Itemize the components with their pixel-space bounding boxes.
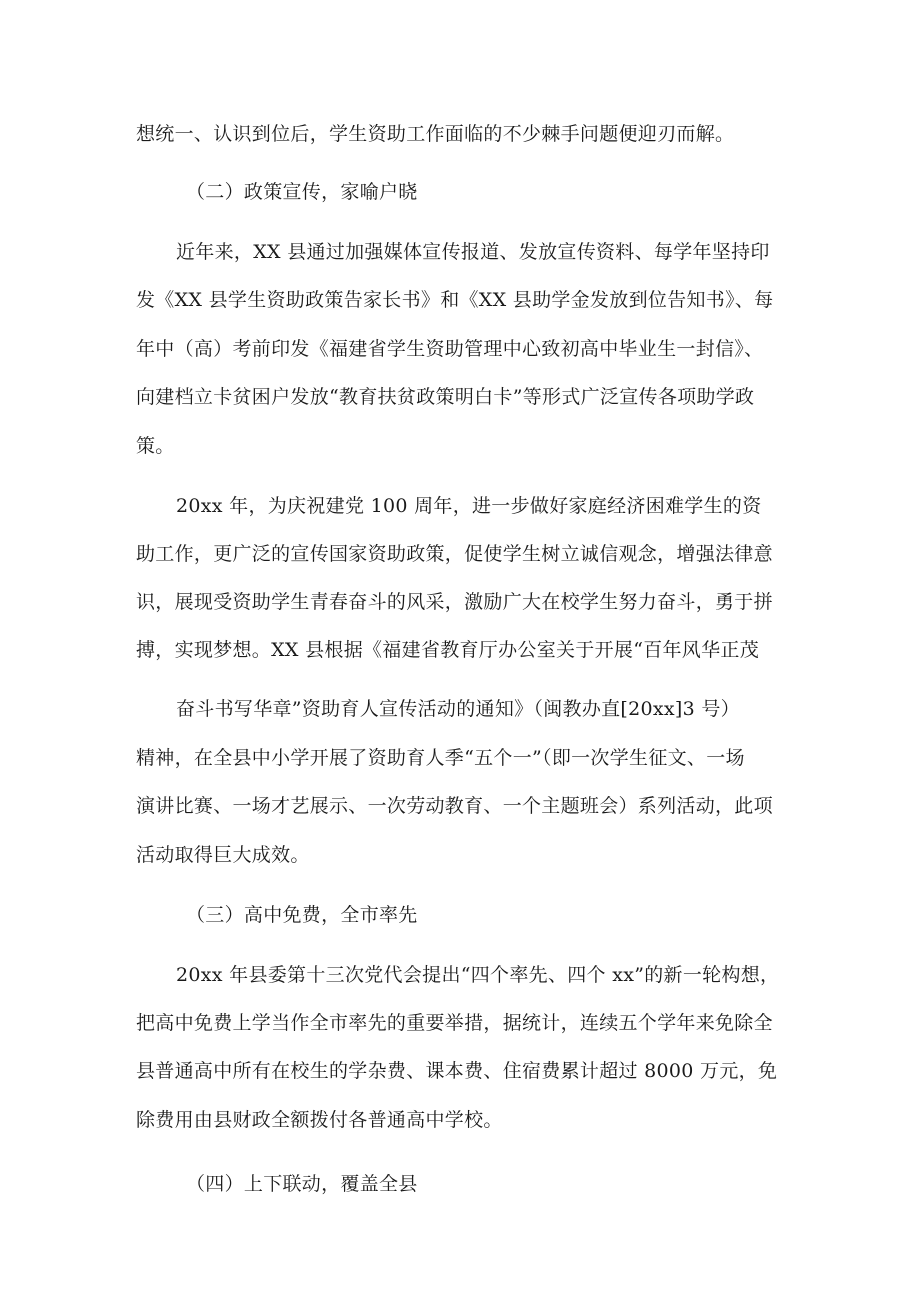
paragraph-line: 想统一、认识到位后，学生资助工作面临的不少棘手问题便迎刃而解。 [136, 123, 735, 145]
paragraph-line: 活动取得巨大成效。 [136, 844, 310, 866]
paragraph-line: 识，展现受资助学生青春奋斗的风采，激励广大在校学生努力奋斗，勇于拼 [136, 591, 773, 613]
paragraph-line: 除费用由县财政全额拨付各普通高中学校。 [136, 1109, 503, 1131]
paragraph-line: 奋斗书写华章”资助育人宣传活动的通知》（闽教办直[20xx]3 号） [176, 698, 740, 720]
paragraph-line: 发《XX 县学生资助政策告家长书》和《XX 县助学金发放到位告知书》、每 [136, 289, 774, 311]
paragraph-line: 精神，在全县中小学开展了资助育人季“五个一”（即一次学生征文、一场 [136, 747, 745, 769]
paragraph-line: 县普通高中所有在校生的学杂费、课本费、住宿费累计超过 8000 万元，免 [136, 1060, 778, 1082]
paragraph-line: 助工作，更广泛的宣传国家资助政策，促使学生树立诚信观念，增强法律意 [136, 543, 773, 565]
paragraph-line: 演讲比赛、一场才艺展示、一次劳动教育、一个主题班会）系列活动，此项 [136, 795, 773, 817]
paragraph-line: 搏，实现梦想。XX 县根据《福建省教育厅办公室关于开展“百年风华正茂 [136, 639, 760, 661]
section-heading-4: （四）上下联动，覆盖全县 [186, 1173, 418, 1195]
paragraph-line: 把高中免费上学当作全市率先的重要举措，据统计，连续五个学年来免除全 [136, 1012, 773, 1034]
paragraph-line: 近年来，XX 县通过加强媒体宣传报道、发放宣传资料、每学年坚持印 [176, 241, 770, 263]
paragraph-line: 策。 [136, 435, 175, 457]
paragraph-line: 20xx 年，为庆祝建党 100 周年，进一步做好家庭经济困难学生的资 [176, 495, 762, 517]
paragraph-line: 向建档立卡贫困户发放“教育扶贫政策明白卡”等形式广泛宣传各项助学政 [136, 386, 755, 408]
paragraph-line: 20xx 年县委第十三次党代会提出“四个率先、四个 xx”的新一轮构想， [176, 964, 780, 986]
section-heading-2: （二）政策宣传，家喻户晓 [186, 181, 418, 203]
paragraph-line: 年中（高）考前印发《福建省学生资助管理中心致初高中毕业生一封信》、 [136, 338, 764, 360]
section-heading-3: （三）高中免费，全市率先 [186, 904, 418, 926]
